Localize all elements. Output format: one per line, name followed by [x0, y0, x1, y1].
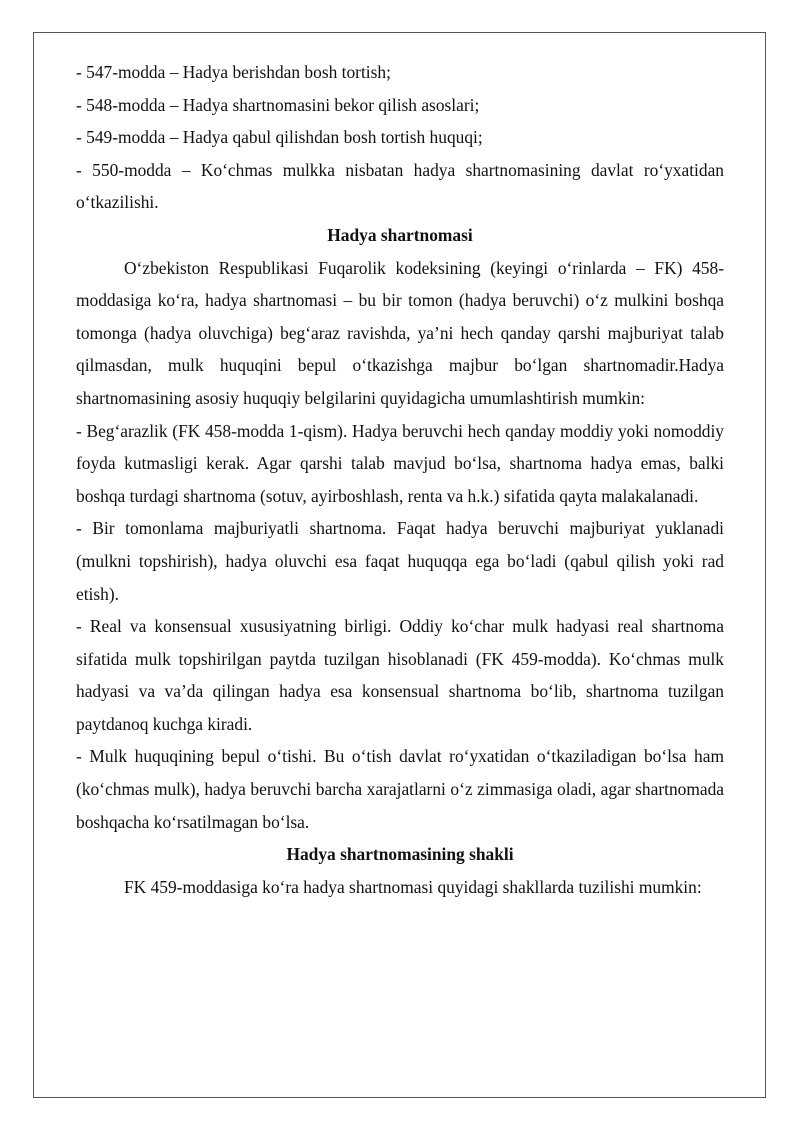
- list-item-548: - 548-modda – Hadya shartnomasini bekor qilish asoslari;: [76, 94, 480, 115]
- section-heading-shakli: Hadya shartnomasining shakli: [286, 844, 514, 865]
- feature-real-konsensual: - Real va konsensual xususiyatning birligi. Oddiy ko‘char mulk hadyasi real shartnoma sifatida mulk topshirilgan paytda tuzilgan hisoblanadi (FK 459-modda). Ko‘chmas mulk hadyasi va va’da qilingan hadya esa konsensual shartnoma bo‘lib, shartnoma tuzilgan paytdanoq kuchga kiradi.: [76, 616, 724, 734]
- paragraph-definition: O‘zbekiston Respublikasi Fuqarolik kodeksining (keyingi o‘rinlarda – FK) 458-moddasiga ko‘ra, hadya shartnomasi – bu bir tomon (hadya beruvchi) o‘z mulkini boshqa tomonga (hadya oluvchiga) beg‘araz ravishda, ya’ni hech qanday qarshi majburiyat talab qilmasdan, mulk huquqini bepul o‘tkazishga majbur bo‘lgan shartnomadir.Hadya shartnomasining asosiy huquqiy belgilarini quyidagicha umumlashtirish mumkin:: [76, 257, 724, 408]
- document-body: [76, 56, 724, 903]
- paragraph-forms: FK 459-moddasiga ko‘ra hadya shartnomasi quyidagi shakllarda tuzilishi mumkin:: [124, 876, 702, 897]
- list-item-550: - 550-modda – Ko‘chmas mulkka nisbatan hadya shartnomasining davlat ro‘yxatidan o‘tkazilishi.: [76, 159, 724, 213]
- list-item-549: - 549-modda – Hadya qabul qilishdan bosh tortish huquqi;: [76, 127, 483, 148]
- section-heading-hadya-shartnomasi: Hadya shartnomasi: [327, 224, 473, 245]
- feature-begarazlik: - Beg‘arazlik (FK 458-modda 1-qism). Hadya beruvchi hech qanday moddiy yoki nomoddiy foyda kutmasligi kerak. Agar qarshi talab mavjud bo‘lsa, shartnoma hadya emas, balki boshqa turdagi shartnoma (sotuv, ayirboshlash, renta va h.k.) sifatida qayta malakalanadi.: [76, 420, 724, 506]
- feature-bepul-otishi: - Mulk huquqining bepul o‘tishi. Bu o‘tish davlat ro‘yxatidan o‘tkaziladigan bo‘lsa ham (ko‘chmas mulk), hadya beruvchi barcha xarajatlarni o‘z zimmasiga oladi, agar shartnomada boshqacha ko‘rsatilmagan bo‘lsa.: [76, 746, 724, 832]
- list-item-547: - 547-modda – Hadya berishdan bosh tortish;: [76, 62, 391, 82]
- feature-bir-tomonlama: - Bir tomonlama majburiyatli shartnoma. Faqat hadya beruvchi majburiyat yuklanadi (mulkni topshirish), hadya oluvchi esa faqat huquqqa ega bo‘ladi (qabul qilish yoki rad etish).: [76, 518, 724, 604]
